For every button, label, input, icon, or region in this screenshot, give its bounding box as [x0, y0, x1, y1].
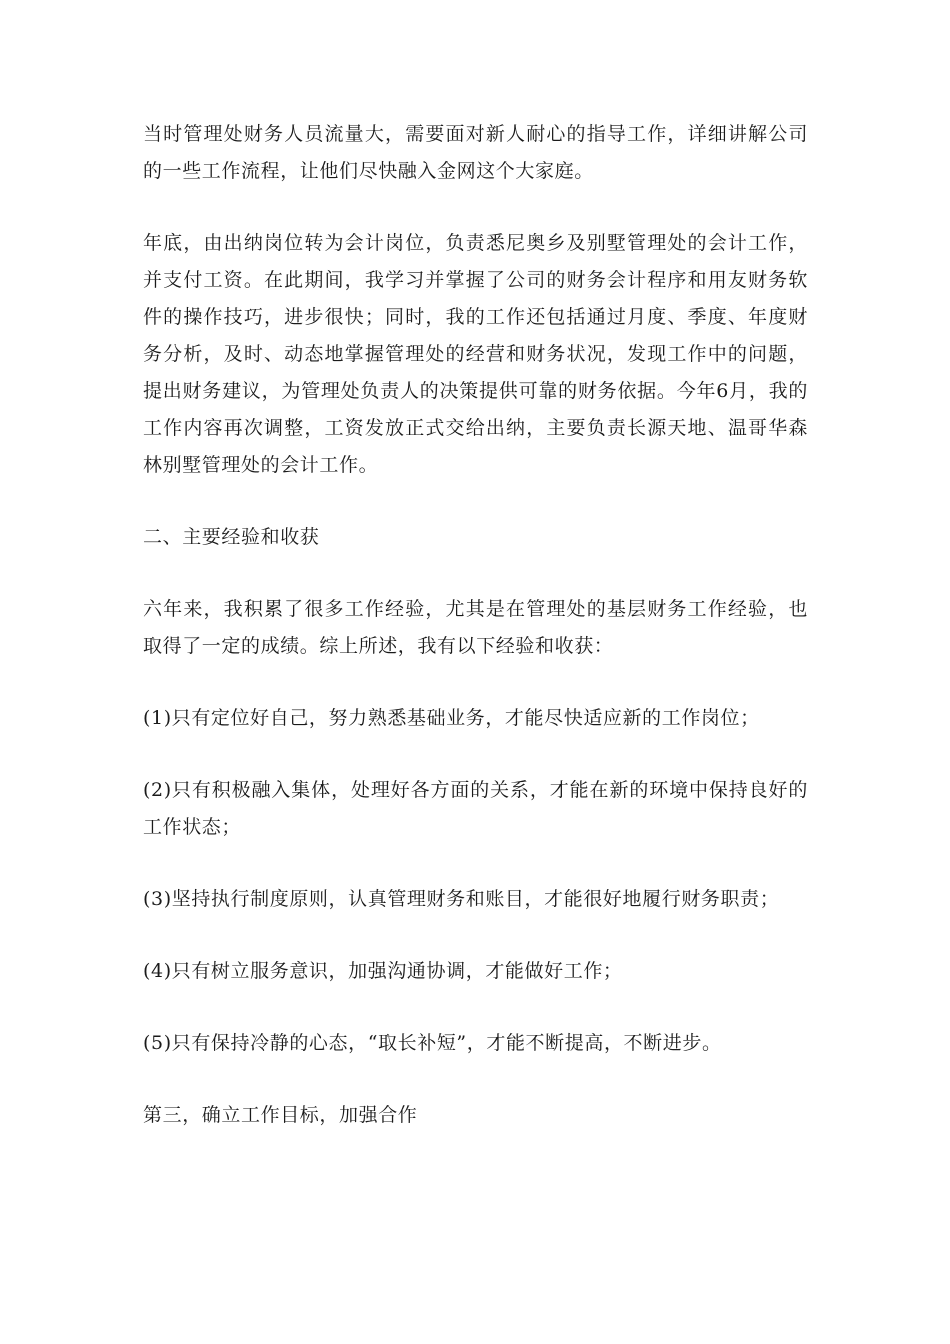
list-item-3: (3)坚持执行制度原则，认真管理财务和账目，才能很好地履行财务职责；	[143, 888, 780, 910]
list-item-5: (5)只有保持冷静的心态，“取长补短”，才能不断提高，不断进步。	[143, 1032, 722, 1054]
paragraph-staff-guidance: 当时管理处财务人员流量大，需要面对新人耐心的指导工作，详细讲解公司的一些工作流程，让他们尽快融入金网这个大家庭。	[143, 123, 808, 182]
list-item-1: (1)只有定位好自己，努力熟悉基础业务，才能尽快适应新的工作岗位；	[143, 707, 760, 729]
document-body	[143, 116, 808, 1169]
list-item-4: (4)只有树立服务意识，加强沟通协调，才能做好工作；	[143, 960, 623, 982]
paragraph-accounting-role: 年底，由出纳岗位转为会计岗位，负责悉尼奥乡及别墅管理处的会计工作，并支付工资。在此期间，我学习并掌握了公司的财务会计程序和用友财务软件的操作技巧，进步很快；同时，我的工作还包括通过月度、季度、年度财务分析，及时、动态地掌握管理处的经营和财务状况，发现工作中的问题，提出财务建议，为管理处负责人的决策提供可靠的财务依据。今年6月，我的工作内容再次调整，工资发放正式交给出纳，主要负责长源天地、温哥华森林别墅管理处的会计工作。	[143, 232, 808, 476]
section-heading-goals: 第三，确立工作目标，加强合作	[143, 1104, 418, 1126]
paragraph-experience-intro: 六年来，我积累了很多工作经验，尤其是在管理处的基层财务工作经验，也取得了一定的成绩。综上所述，我有以下经验和收获：	[143, 598, 808, 657]
list-item-2: (2)只有积极融入集体，处理好各方面的关系，才能在新的环境中保持良好的工作状态；	[143, 779, 808, 838]
section-heading-experience: 二、主要经验和收获	[143, 526, 320, 548]
